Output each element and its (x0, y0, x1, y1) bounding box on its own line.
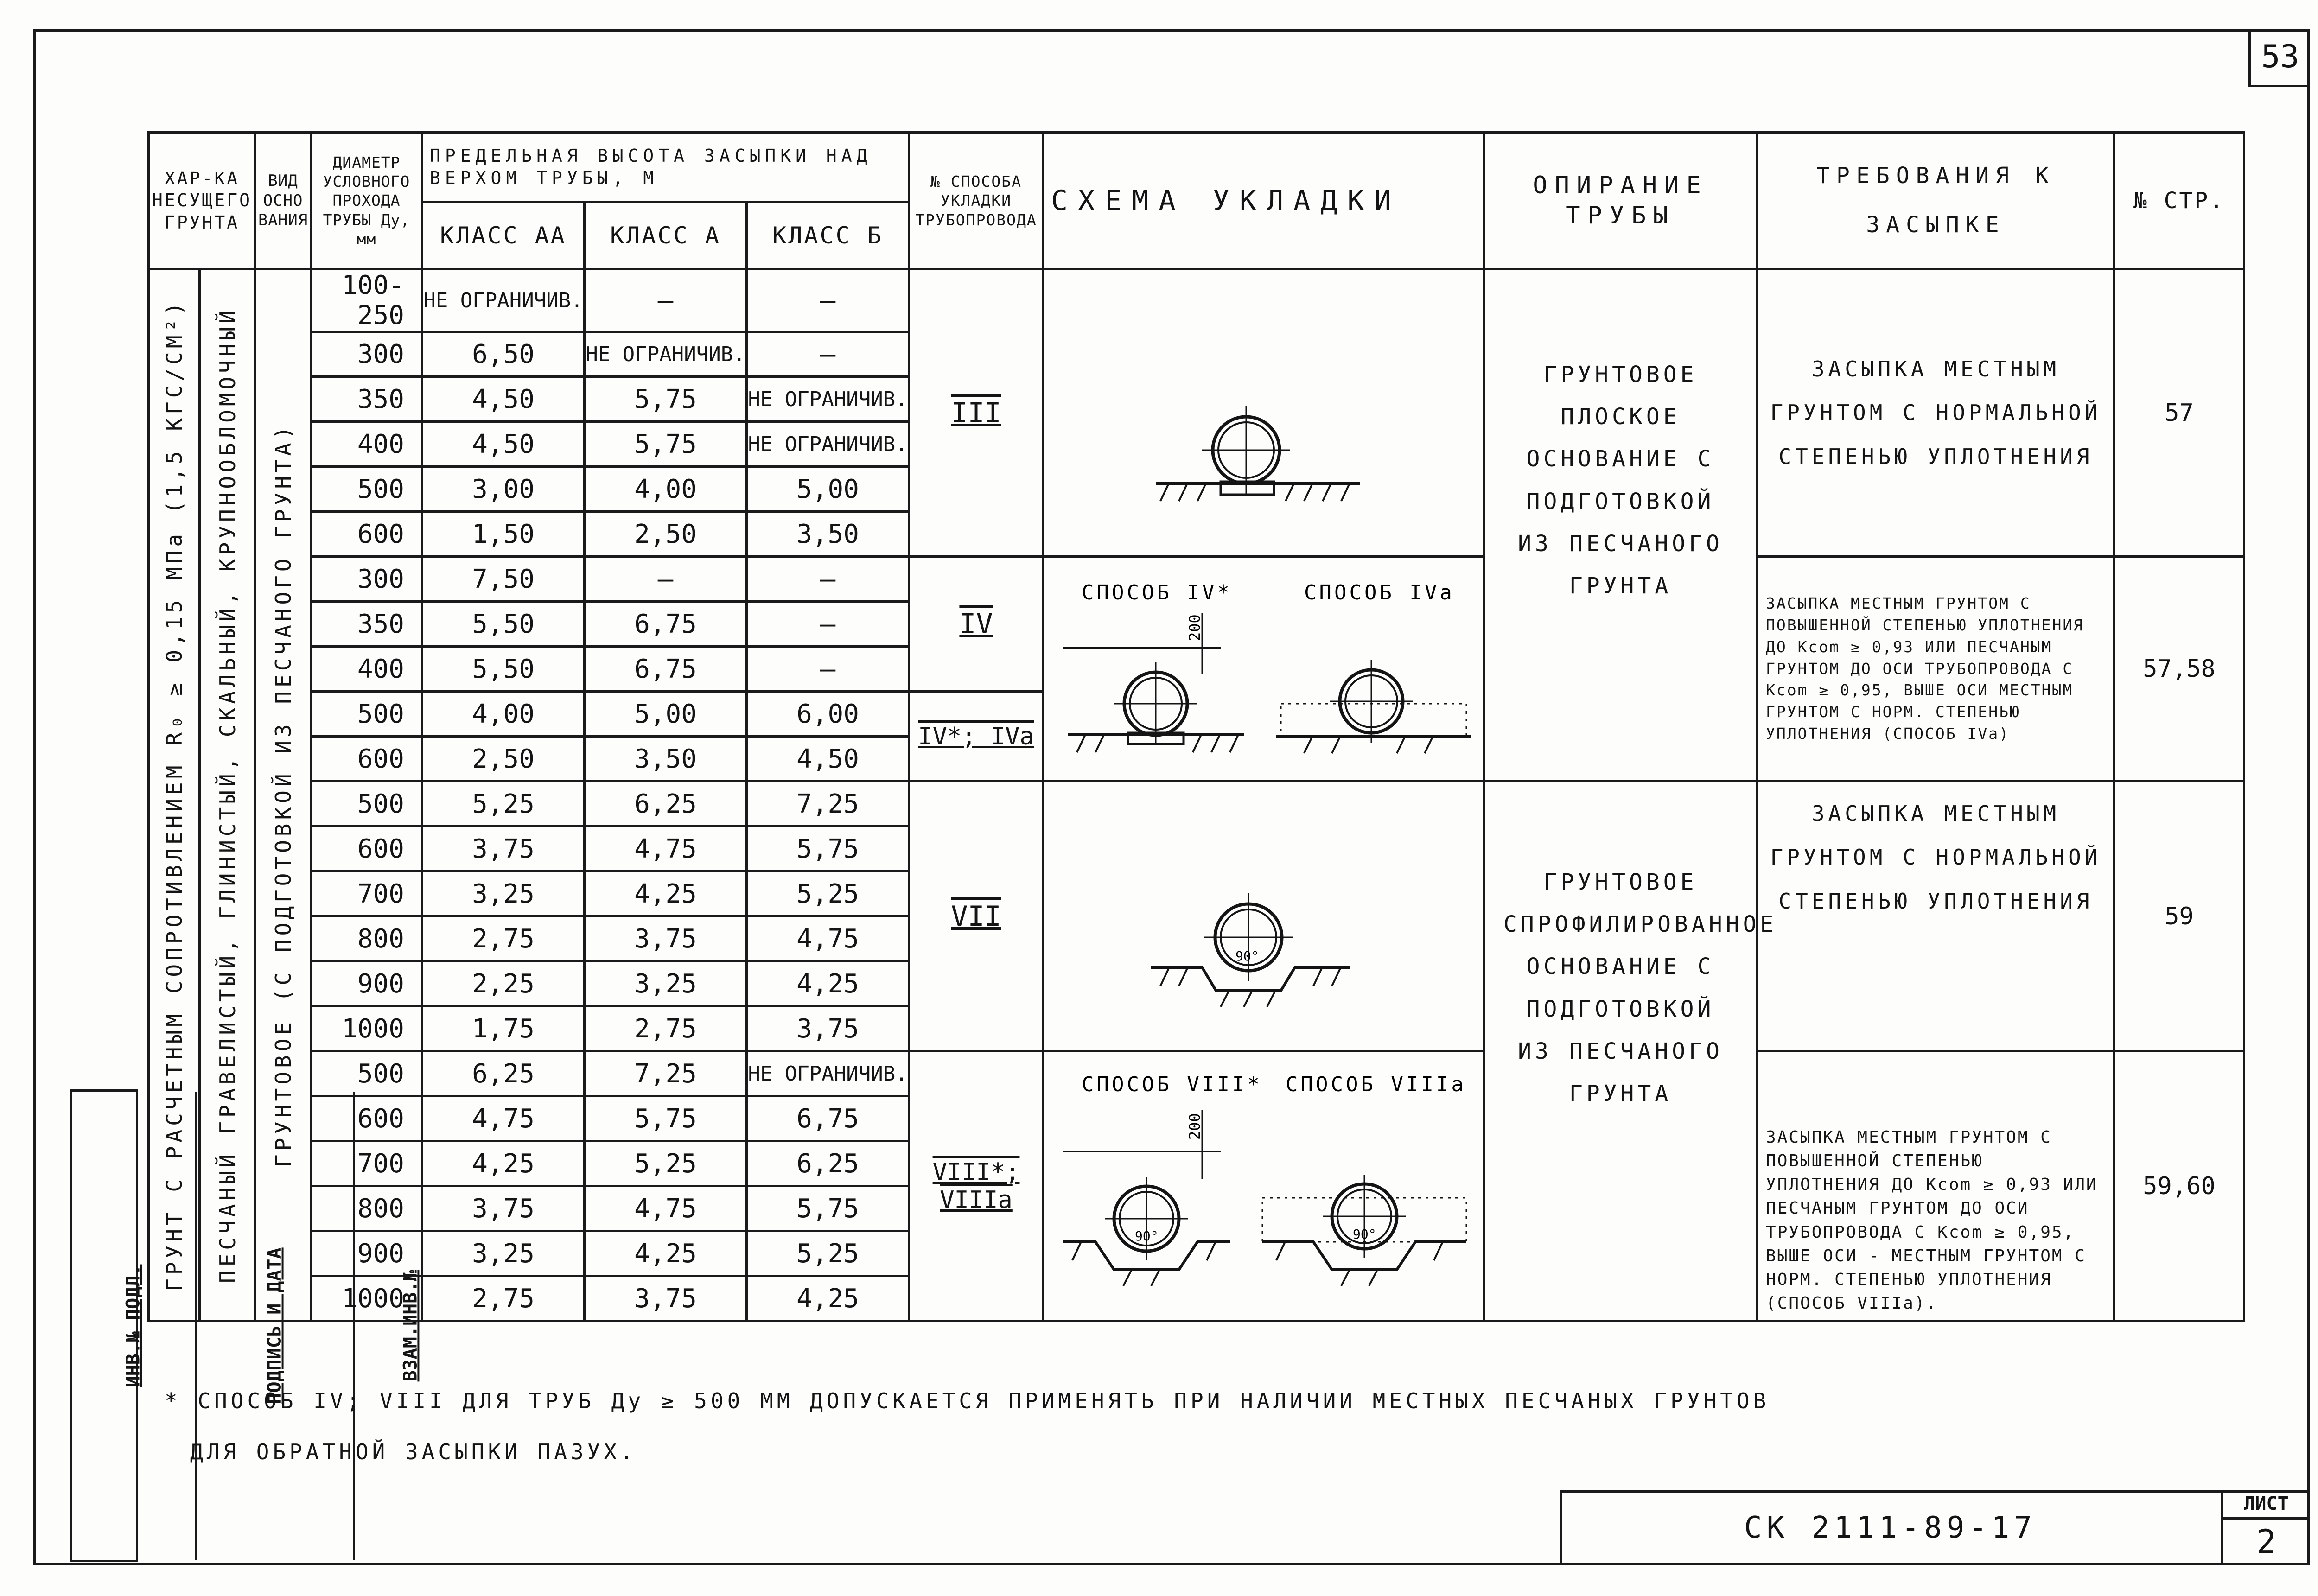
class-a-cell: 5,75 (585, 422, 747, 467)
class-b-cell: 4,50 (747, 737, 909, 782)
class-aa-cell: 2,25 (422, 961, 585, 1006)
diameter-cell: 600 (311, 512, 422, 557)
class-a-cell: 6,75 (585, 602, 747, 647)
scheme-label-viii-a: СПОСОБ VIIIа (1286, 1072, 1466, 1096)
scheme-viii-cell (1044, 1051, 1484, 1321)
diameter-cell: 500 (311, 782, 422, 827)
class-b-cell: 4,75 (747, 916, 909, 961)
class-aa-cell: 1,50 (422, 512, 585, 557)
class-b-cell: 4,25 (747, 961, 909, 1006)
header-class-aa: КЛАСС АА (422, 202, 585, 269)
diameter-cell: 400 (311, 422, 422, 467)
class-a-cell: 2,50 (585, 512, 747, 557)
support-flat: ГРУНТОВОЕ ПЛОСКОЕ ОСНОВАНИЕ С ПОДГОТОВКОЙ ИЗ ПЕСЧАНОГО ГРУНТА (1484, 269, 1758, 782)
soil-vertical-cell (149, 269, 200, 1321)
header-scheme: СХЕМА УКЛАДКИ (1044, 133, 1484, 269)
requirements-2: ЗАСЫПКА МЕСТНЫМ ГРУНТОМ С ПОВЫШЕННОЙ СТЕПЕНЬЮ УПЛОТНЕНИЯ ДО Kcom ≥ 0,93 ИЛИ ПЕСЧАНЫМ ГРУНТОМ ДО ОСИ ТРУБОПРОВОДА С Kcom ≥ 0,95, ВЫШЕ ОСИ МЕСТНЫМ ГРУНТОМ С НОРМ. СТЕПЕНЬЮ УПЛОТНЕНИЯ (СПОСОБ IVа) (1758, 557, 2114, 782)
method-cell-iv-star: IV*; IVа (909, 692, 1044, 782)
header-requirements: ТРЕБОВАНИЯ К ЗАСЫПКЕ (1758, 133, 2114, 269)
soil-type-vertical-cell (200, 269, 255, 1321)
class-a-cell: 7,25 (585, 1051, 747, 1096)
diameter-cell: 300 (311, 557, 422, 602)
class-a-cell: 4,75 (585, 1186, 747, 1231)
scheme-iv-cell (1044, 557, 1484, 782)
diameter-cell: 300 (311, 332, 422, 377)
class-b-cell: — (747, 602, 909, 647)
soil-vertical-label: ГРУНТ С РАСЧЕТНЫМ СОПРОТИВЛЕНИЕМ R₀ ≥ 0,15 МПа (1,5 КГС/СМ²) (161, 299, 187, 1291)
sheet-label: ЛИСТ (2223, 1490, 2310, 1520)
soil-type-vertical-label: ПЕСЧАНЫЙ ГРАВЕЛИСТЫЙ, ГЛИНИСТЫЙ, СКАЛЬНЫЙ, КРУПНООБЛОМОЧНЫЙ (215, 307, 240, 1283)
footnote-line-1: * СПОСОБ IV; VIII ДЛЯ ТРУБ Ду ≥ 500 ММ ДОПУСКАЕТСЯ ПРИМЕНЯТЬ ПРИ НАЛИЧИИ МЕСТНЫХ ПЕСЧАНЫХ ГРУНТОВ (165, 1388, 1770, 1413)
diameter-cell: 700 (311, 1141, 422, 1186)
class-aa-cell: 7,50 (422, 557, 585, 602)
class-aa-cell: 5,25 (422, 782, 585, 827)
drawing-code: СК 2111-89-17 (1744, 1511, 2037, 1545)
class-b-cell: 6,75 (747, 1096, 909, 1141)
header-support: ОПИРАНИЕ ТРУБЫ (1484, 133, 1758, 269)
diameter-cell: 600 (311, 827, 422, 871)
page-ref-3: 59 (2114, 782, 2244, 1051)
class-aa-cell: 3,75 (422, 1186, 585, 1231)
class-b-cell: 5,25 (747, 1231, 909, 1276)
class-b-cell: НЕ ОГРАНИЧИВ. (747, 1051, 909, 1096)
footnote-line-2: ДЛЯ ОБРАТНОЙ ЗАСЫПКИ ПАЗУХ. (190, 1439, 637, 1464)
class-b-cell: — (747, 332, 909, 377)
class-b-cell: 3,50 (747, 512, 909, 557)
diameter-cell: 700 (311, 871, 422, 916)
class-b-cell: — (747, 557, 909, 602)
diameter-cell: 800 (311, 916, 422, 961)
method-cell-iii: III (909, 269, 1044, 557)
class-b-cell: 7,25 (747, 782, 909, 827)
class-a-cell: 4,25 (585, 871, 747, 916)
class-b-cell: 5,75 (747, 1186, 909, 1231)
support-profiled: ГРУНТОВОЕ СПРОФИЛИРОВАННОЕ ОСНОВАНИЕ С ПОДГОТОВКОЙ ИЗ ПЕСЧАНОГО ГРУНТА (1484, 782, 1758, 1321)
class-a-cell: 5,75 (585, 377, 747, 422)
scheme-vii-cell (1044, 782, 1484, 1051)
class-a-cell: 4,75 (585, 827, 747, 871)
class-b-cell: НЕ ОГРАНИЧИВ. (747, 422, 909, 467)
requirements-1: ЗАСЫПКА МЕСТНЫМ ГРУНТОМ С НОРМАЛЬНОЙ СТЕПЕНЬЮ УПЛОТНЕНИЯ (1758, 269, 2114, 557)
scheme-dim-200-b: 200 (1186, 1113, 1204, 1140)
page-ref-4: 59,60 (2114, 1051, 2244, 1321)
requirements-3: ЗАСЫПКА МЕСТНЫМ ГРУНТОМ С НОРМАЛЬНОЙ СТЕПЕНЬЮ УПЛОТНЕНИЯ (1758, 782, 2114, 1051)
sheet-number: 2 (2256, 1522, 2276, 1561)
diameter-cell: 400 (311, 647, 422, 692)
class-b-cell: 5,75 (747, 827, 909, 871)
diameter-cell: 500 (311, 467, 422, 512)
side-label-vzam: ВЗАМ.ИНВ.№ (400, 1270, 421, 1382)
class-aa-cell: 4,00 (422, 692, 585, 737)
class-a-cell: 3,75 (585, 1276, 747, 1321)
scheme-angle-90: 90° (1235, 948, 1259, 964)
class-aa-cell: 2,75 (422, 916, 585, 961)
class-a-cell: 5,75 (585, 1096, 747, 1141)
side-label-inv: ИНВ.№ ПОДЛ. (122, 1264, 144, 1387)
diameter-cell: 600 (311, 1096, 422, 1141)
scheme-label-iv-star: СПОСОБ IV* (1082, 581, 1232, 604)
class-aa-cell: 3,75 (422, 827, 585, 871)
diameter-cell: 1000 (311, 1276, 422, 1321)
class-b-cell: 5,25 (747, 871, 909, 916)
class-a-cell: 2,75 (585, 1006, 747, 1051)
class-a-cell: — (585, 557, 747, 602)
scheme-flat-cell (1044, 269, 1484, 557)
page-ref-2: 57,58 (2114, 557, 2244, 782)
class-aa-cell: 5,50 (422, 602, 585, 647)
page-ref-1: 57 (2114, 269, 2244, 557)
class-aa-cell: 4,75 (422, 1096, 585, 1141)
page-number: 53 (2248, 29, 2310, 87)
diameter-cell: 350 (311, 377, 422, 422)
scheme-dim-200: 200 (1186, 614, 1204, 641)
header-page: № СТР. (2114, 133, 2244, 269)
diameter-cell: 600 (311, 737, 422, 782)
class-b-cell: НЕ ОГРАНИЧИВ. (747, 377, 909, 422)
class-aa-cell: 2,75 (422, 1276, 585, 1321)
class-a-cell: 4,25 (585, 1231, 747, 1276)
header-max-height: ПРЕДЕЛЬНАЯ ВЫСОТА ЗАСЫПКИ НАД ВЕРХОМ ТРУБЫ, М (422, 133, 909, 202)
class-a-cell: 5,00 (585, 692, 747, 737)
class-aa-cell: 3,25 (422, 1231, 585, 1276)
diameter-cell: 500 (311, 692, 422, 737)
class-aa-cell: 6,50 (422, 332, 585, 377)
scheme-vii-drawing (1044, 789, 1480, 1044)
diameter-cell: 1000 (311, 1006, 422, 1051)
class-aa-cell: 5,50 (422, 647, 585, 692)
scheme-flat-drawing (1044, 288, 1480, 538)
class-aa-cell: 1,75 (422, 1006, 585, 1051)
class-a-cell: 6,25 (585, 782, 747, 827)
header-method: № СПОСОБА УКЛАДКИ ТРУБОПРОВОДА (909, 133, 1044, 269)
header-diameter: ДИАМЕТР УСЛОВНОГО ПРОХОДА ТРУБЫ Ду, мм (311, 133, 422, 269)
requirements-4: ЗАСЫПКА МЕСТНЫМ ГРУНТОМ С ПОВЫШЕННОЙ СТЕПЕНЬЮ УПЛОТНЕНИЯ ДО Kcom ≥ 0,93 ИЛИ ПЕСЧАНЫМ ГРУНТОМ ДО ОСИ ТРУБОПРОВОДА С Kcom ≥ 0,95, ВЫШЕ ОСИ - МЕСТНЫМ ГРУНТОМ С НОРМ. СТЕПЕНЬЮ УПЛОТНЕНИЯ (СПОСОБ VIIIа). (1758, 1051, 2114, 1321)
class-a-cell: 3,75 (585, 916, 747, 961)
header-class-a: КЛАСС А (585, 202, 747, 269)
bed-vertical-label: ГРУНТОВОЕ (С ПОДГОТОВКОЙ ИЗ ПЕСЧАНОГО ГРУНТА) (270, 422, 296, 1168)
class-a-cell: 3,25 (585, 961, 747, 1006)
method-cell-viii: VIII*; VIIIа (909, 1051, 1044, 1321)
method-cell-iv: IV (909, 557, 1044, 692)
class-b-cell: 5,00 (747, 467, 909, 512)
class-b-cell: — (747, 269, 909, 332)
class-b-cell: 6,25 (747, 1141, 909, 1186)
side-label-sign: ПОДПИСЬ И ДАТА (264, 1247, 286, 1404)
class-aa-cell: 6,25 (422, 1051, 585, 1096)
class-b-cell: 4,25 (747, 1276, 909, 1321)
class-a-cell: — (585, 269, 747, 332)
diameter-cell: 800 (311, 1186, 422, 1231)
pipe-laying-table (147, 131, 2245, 1322)
class-a-cell: 3,50 (585, 737, 747, 782)
class-a-cell: 5,25 (585, 1141, 747, 1186)
class-aa-cell: 3,00 (422, 467, 585, 512)
scheme-angle-90-c: 90° (1353, 1226, 1376, 1242)
diameter-cell: 500 (311, 1051, 422, 1096)
diameter-cell: 900 (311, 1231, 422, 1276)
class-a-cell: 4,00 (585, 467, 747, 512)
method-cell-vii: VII (909, 782, 1044, 1051)
scheme-iv-drawing (1044, 562, 1480, 776)
header-class-b: КЛАСС Б (747, 202, 909, 269)
header-bed-type: ВИД ОСНО ВАНИЯ (255, 133, 311, 269)
class-aa-cell: НЕ ОГРАНИЧИВ. (422, 269, 585, 332)
class-a-cell: 6,75 (585, 647, 747, 692)
scheme-label-viii-star: СПОСОБ VIII* (1082, 1072, 1262, 1096)
class-aa-cell: 3,25 (422, 871, 585, 916)
class-aa-cell: 2,50 (422, 737, 585, 782)
class-b-cell: — (747, 647, 909, 692)
sheet-box (2221, 1490, 2310, 1565)
header-soil-char: ХАР-КА НЕСУЩЕГО ГРУНТА (149, 133, 255, 269)
diameter-cell: 350 (311, 602, 422, 647)
diameter-cell: 100-250 (311, 269, 422, 332)
class-a-cell: НЕ ОГРАНИЧИВ. (585, 332, 747, 377)
class-b-cell: 6,00 (747, 692, 909, 737)
class-aa-cell: 4,50 (422, 422, 585, 467)
class-aa-cell: 4,50 (422, 377, 585, 422)
scheme-label-iv-a: СПОСОБ IVа (1304, 581, 1455, 604)
scheme-viii-drawing (1044, 1059, 1480, 1314)
scheme-angle-90-b: 90° (1135, 1228, 1159, 1244)
diameter-cell: 900 (311, 961, 422, 1006)
bed-vertical-cell (255, 269, 311, 1321)
class-aa-cell: 4,25 (422, 1141, 585, 1186)
class-b-cell: 3,75 (747, 1006, 909, 1051)
